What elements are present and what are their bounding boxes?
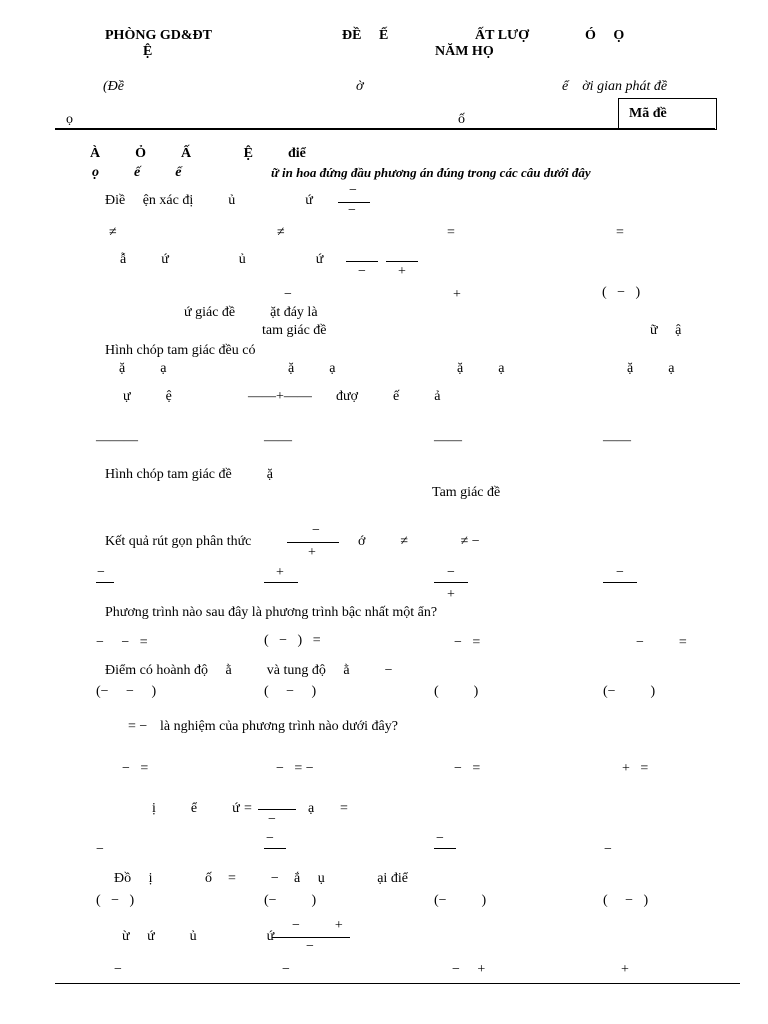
- exam-note-mid: ờ: [356, 79, 364, 94]
- q7-option-b: +: [276, 565, 284, 580]
- q13-fraction-denominator: −: [306, 939, 314, 954]
- q11-fraction-denominator: −: [268, 812, 276, 827]
- q11-option-c-bar: [434, 848, 456, 849]
- q7-fraction-numerator: −: [312, 523, 320, 538]
- q10-stem: là nghiệm của phương trình nào dưới đây?: [160, 719, 398, 734]
- q7-condition: ớ ≠ ≠ −: [358, 534, 480, 549]
- q11-stem: ị ể ứ: [152, 801, 240, 816]
- q2-stem: ẫ ứ ủ ứ: [120, 252, 324, 267]
- department-name-line2: Ệ: [143, 44, 153, 59]
- student-name-label: ọ: [66, 112, 73, 127]
- q7-option-d-bar: [603, 582, 637, 583]
- q11-fraction-bar: [258, 809, 296, 810]
- q11-option-b: −: [266, 831, 274, 846]
- school-year: NĂM HỌ: [435, 44, 494, 59]
- q4-option-d: ặ ạ: [627, 361, 675, 376]
- q4-stem: Hình chóp tam giác đều có: [105, 343, 256, 358]
- part1-heading: À Ỏ Ấ Ệ điể: [90, 146, 306, 161]
- q1-fraction-numerator: −: [349, 183, 357, 198]
- q12-option-a: ( − ): [96, 893, 135, 908]
- q11-equals-2: =: [340, 801, 348, 816]
- q13-fraction-bar: [272, 937, 350, 938]
- part1-instruction-1: ọ ế ể: [92, 165, 182, 180]
- q11-equals: =: [244, 801, 252, 816]
- q7-option-c-denominator: +: [447, 587, 455, 602]
- q2-option-c: +: [453, 287, 461, 302]
- q12-option-b: (− ): [264, 893, 317, 908]
- q7-option-a-bar: [96, 582, 114, 583]
- q7-option-c-bar: [434, 582, 468, 583]
- q12-stem-tail: ắ ụ ại điể: [294, 871, 408, 886]
- q7-option-d: −: [616, 565, 624, 580]
- q10-option-a: − =: [122, 761, 149, 776]
- q9-option-d: (− ): [603, 684, 656, 699]
- exam-code-label: Mã đề: [629, 106, 667, 121]
- q9-option-b: ( − ): [264, 684, 317, 699]
- q11-stem-mid: ạ: [308, 801, 315, 816]
- q10-stem-lead: = −: [128, 719, 148, 734]
- q1-option-c: =: [447, 225, 455, 240]
- exam-title-part3: Ó Ọ: [585, 28, 625, 43]
- q13-option-a: −: [114, 962, 122, 977]
- q11-option-b-bar: [264, 848, 286, 849]
- q8-option-c: − =: [454, 635, 481, 650]
- q1-option-d: =: [616, 225, 624, 240]
- q2-fraction2-bar: [386, 261, 418, 262]
- q6-stem: Hình chóp tam giác đề ặ: [105, 467, 273, 482]
- department-name: PHÒNG GD&ĐT: [105, 28, 212, 43]
- q2-fraction2-denominator: +: [398, 264, 406, 279]
- q5-stem-tail: đượ ế ả: [336, 389, 441, 404]
- q5-stem: ự ệ: [123, 389, 172, 404]
- q3-option-b: tam giác đề: [262, 323, 327, 338]
- exam-title: ĐỀ Ế: [342, 28, 389, 43]
- q7-option-c-numerator: −: [447, 565, 455, 580]
- q8-option-d: − =: [636, 635, 687, 650]
- q13-fraction-numerator: − +: [292, 918, 343, 933]
- q2-fraction1-denominator: −: [358, 264, 366, 279]
- q10-option-b: − = −: [276, 761, 314, 776]
- q9-option-a: (− − ): [96, 684, 157, 699]
- exam-note-right: ể ời gian phát đề: [562, 79, 668, 94]
- q13-option-b: −: [282, 962, 290, 977]
- q5-option-a: ———: [96, 433, 138, 448]
- student-number-label: ố: [458, 112, 465, 127]
- exam-code-box: [618, 98, 717, 130]
- q9-stem: Điểm có hoành độ ằ và tung độ ằ −: [105, 663, 393, 678]
- q7-fraction-denominator: +: [308, 545, 316, 560]
- q7-option-b-bar: [264, 582, 298, 583]
- q10-option-d: + =: [622, 761, 649, 776]
- q2-option-b: −: [284, 287, 292, 302]
- q5-option-c: ——: [434, 433, 462, 448]
- q1-option-b: ≠: [277, 225, 285, 240]
- q4-option-c: ặ ạ: [457, 361, 505, 376]
- q13-option-d: +: [621, 962, 629, 977]
- q7-option-a: −: [97, 565, 105, 580]
- q2-option-d: ( − ): [602, 285, 641, 300]
- header-divider: [55, 128, 715, 130]
- q1-stem: Điề ện xác đị ủ ứ: [105, 193, 313, 208]
- q12-equation: = −: [228, 871, 279, 886]
- q5-option-b: ——: [264, 433, 292, 448]
- q2-fraction1-bar: [346, 261, 378, 262]
- exam-title-part2: ẤT LƯỢ: [475, 28, 530, 43]
- q3-stem: ứ giác đề ặt đáy là: [184, 305, 318, 320]
- q11-option-c: −: [436, 831, 444, 846]
- q8-stem: Phương trình nào sau đây là phương trình bậc nhất một ẩn?: [105, 605, 438, 620]
- q4-option-a: ặ ạ: [119, 361, 167, 376]
- q3-option-d: ữ ậ: [650, 323, 682, 338]
- q5-expression: ——+——: [248, 389, 312, 404]
- q1-option-a: ≠: [109, 225, 117, 240]
- q5-option-d: ——: [603, 433, 631, 448]
- q12-option-c: (− ): [434, 893, 487, 908]
- q7-fraction-bar: [287, 542, 339, 543]
- part1-instruction-2: ữ in hoa đứng đầu phương án đúng trong các câu dưới đây: [271, 165, 591, 180]
- q11-option-a: −: [96, 842, 104, 857]
- q1-fraction-denominator: −: [348, 203, 356, 218]
- q6-option: Tam giác đề: [432, 485, 501, 500]
- q8-option-b: ( − ) =: [264, 633, 321, 648]
- q7-stem: Kết quả rút gọn phân thức: [105, 534, 252, 549]
- exam-note-left: (Đề: [103, 79, 124, 94]
- q4-option-b: ặ ạ: [288, 361, 336, 376]
- q8-option-a: − − =: [96, 635, 148, 650]
- q13-stem: ừ ứ ủ ứ: [122, 929, 275, 944]
- q9-option-c: ( ): [434, 684, 479, 699]
- q12-option-d: ( − ): [603, 893, 649, 908]
- q12-stem: Đồ ị ố: [114, 871, 212, 886]
- q11-option-d: −: [604, 842, 612, 857]
- q13-option-c: − +: [452, 962, 486, 977]
- footer-divider: [55, 983, 740, 984]
- q10-option-c: − =: [454, 761, 481, 776]
